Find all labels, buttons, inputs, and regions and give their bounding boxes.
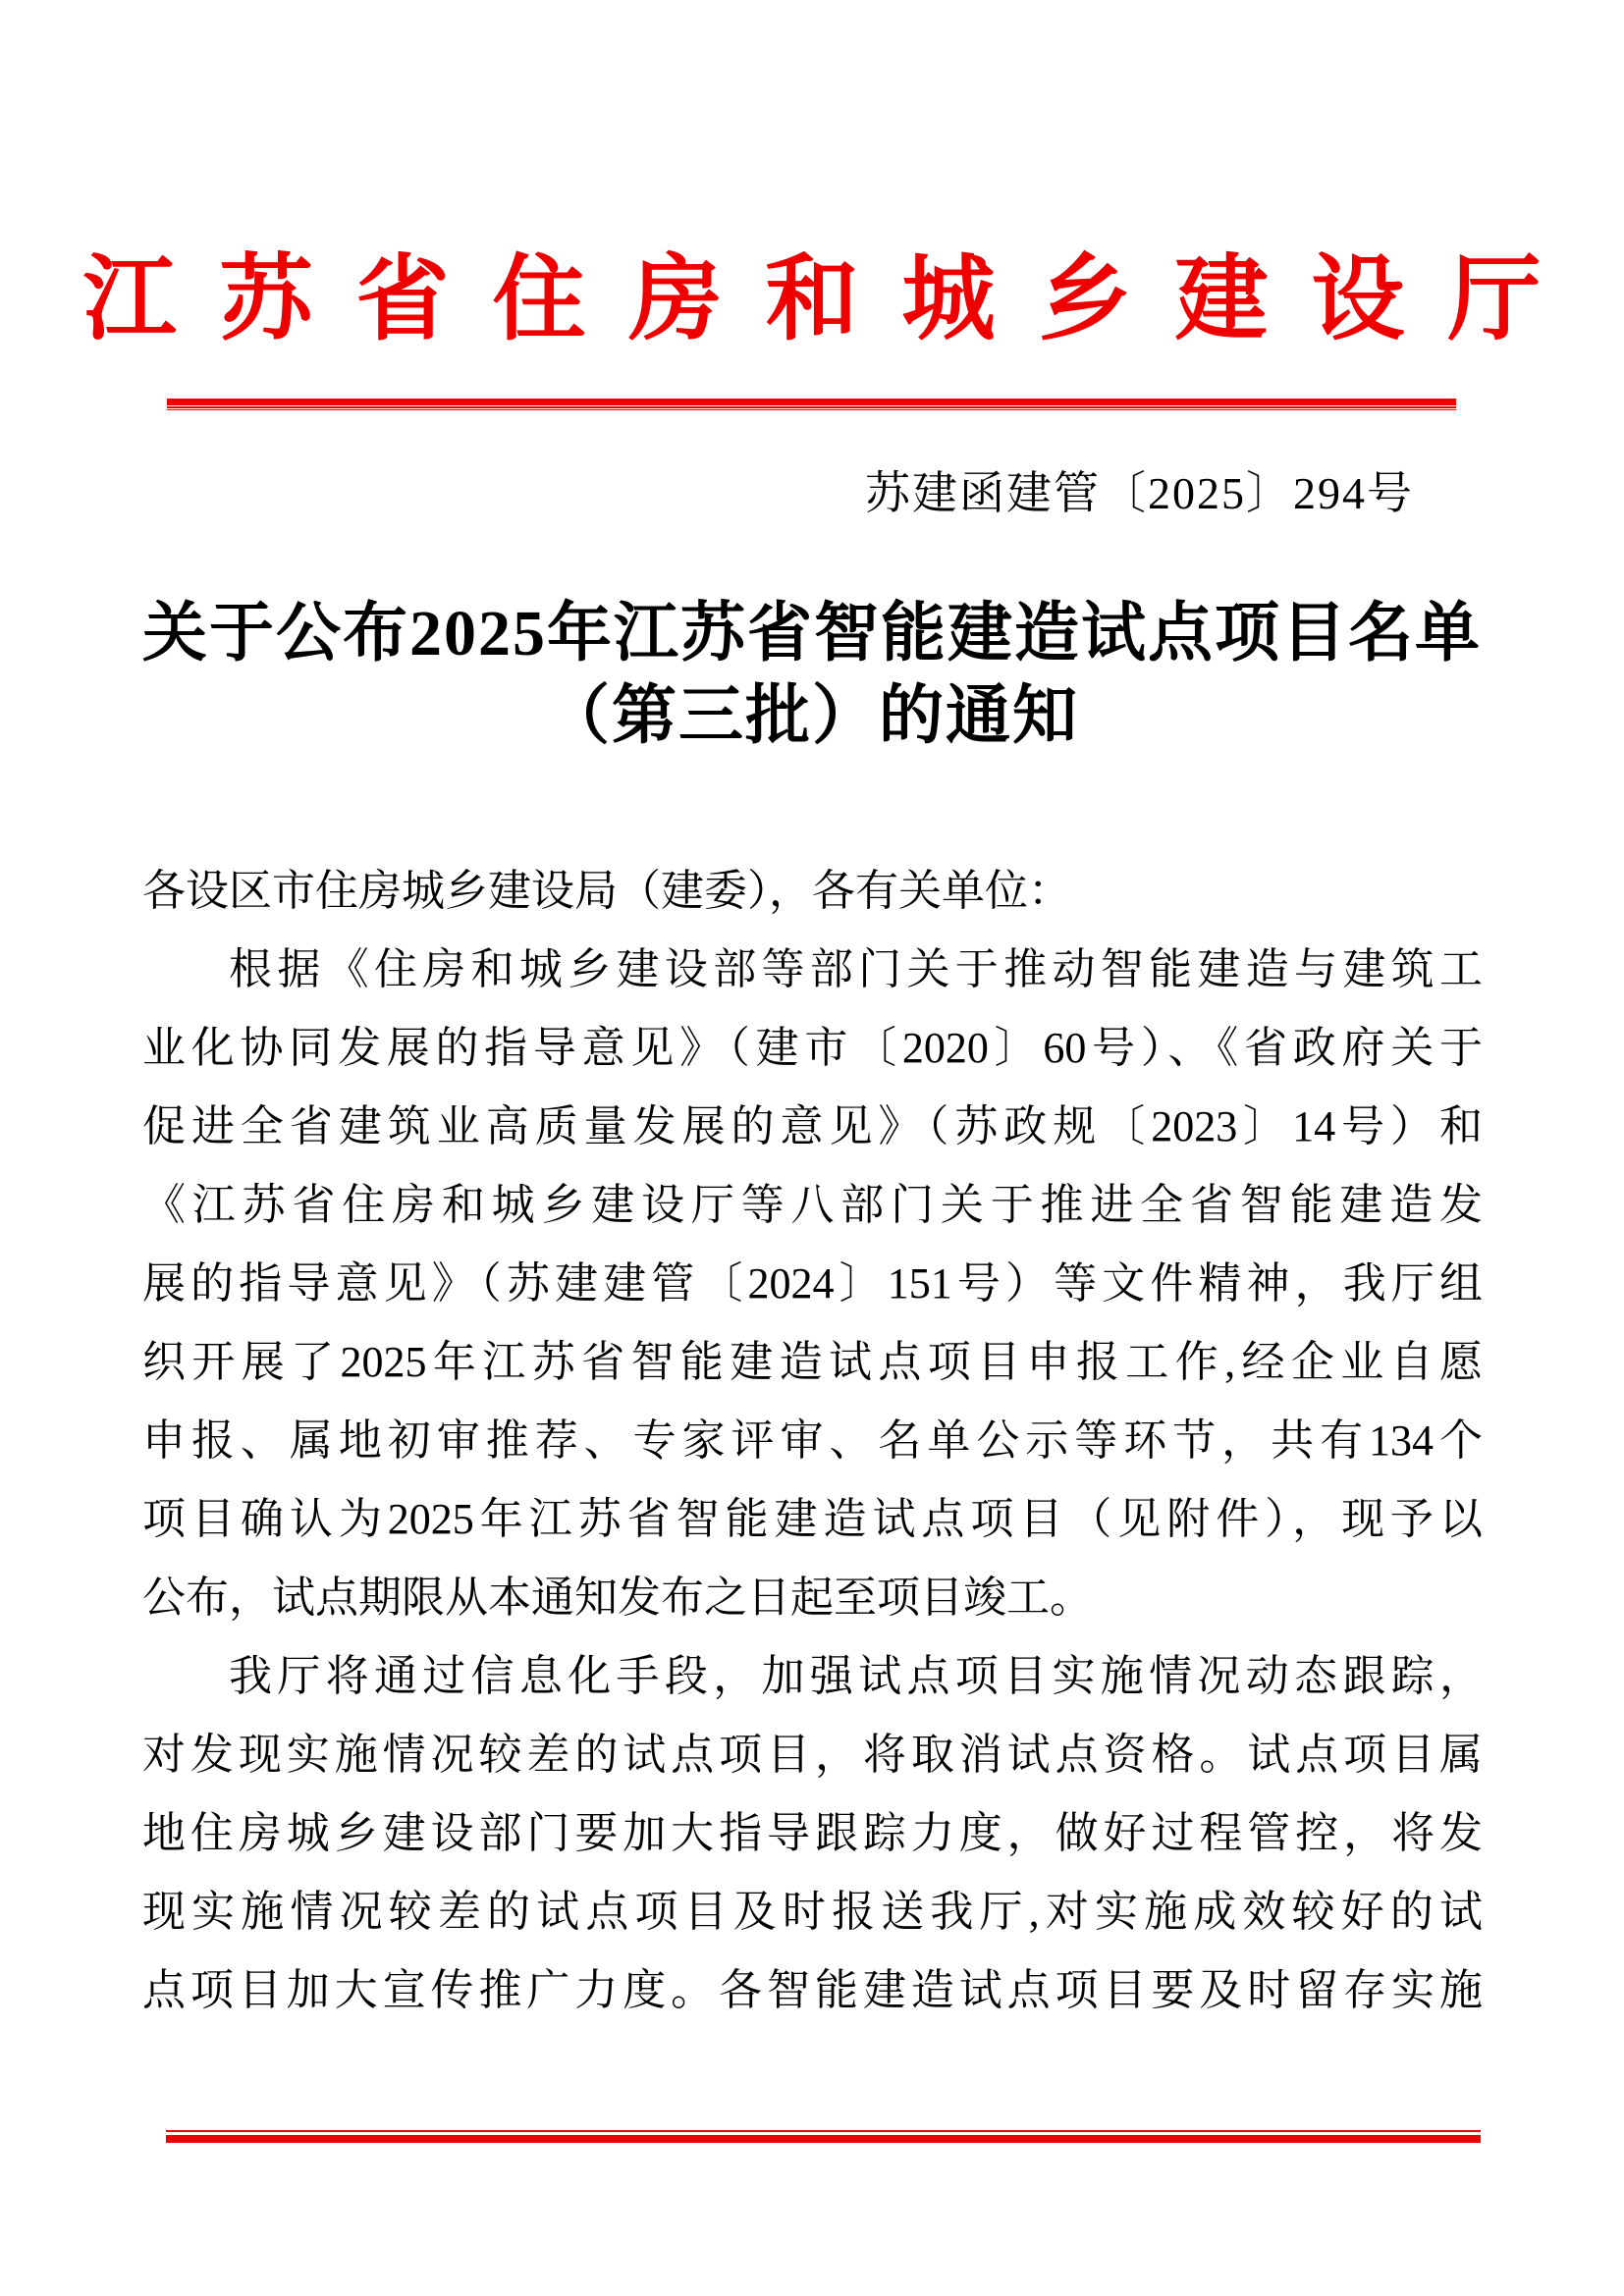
body-line: 展的指导意见》（苏建建管〔2024〕151号）等文件精神，我厅组 [142,1259,1483,1308]
body-line: 根据《住房和城乡建设部等部门关于推动智能建造与建筑工 [229,945,1483,993]
body-line: 项目确认为2025年江苏省智能建造试点项目（见附件），现予以 [142,1495,1483,1543]
body-line: 点项目加大宣传推广力度。各智能建造试点项目要及时留存实施 [142,1966,1483,2014]
letterhead-org-name: 江苏省住房和城乡建设厅 [82,247,1585,351]
document-number: 苏建函建管〔2025〕294号 [865,468,1414,518]
body-line: 申报、属地初审推荐、专家评审、名单公示等环节，共有134个 [142,1416,1483,1465]
body-line: 我厅将通过信息化手段，加强试点项目实施情况动态跟踪， [229,1652,1483,1700]
body-line: 《江苏省住房和城乡建设厅等八部门关于推进全省智能建造发 [142,1181,1483,1229]
document-body [142,852,1483,2030]
body-line-salutation: 各设区市住房城乡建设局（建委），各有关单位： [142,867,1071,915]
body-line: 公布，试点期限从本通知发布之日起至项目竣工。 [142,1574,1093,1622]
letterhead-red-rule [167,399,1456,410]
body-line: 对发现实施情况较差的试点项目，将取消试点资格。试点项目属 [142,1731,1483,1779]
body-line: 现实施情况较差的试点项目及时报送我厅,对实施成效较好的试 [142,1888,1483,1936]
body-line: 地住房城乡建设部门要加大指导跟踪力度，做好过程管控，将发 [142,1809,1483,1857]
document-title-line-1: 关于公布2025年江苏省智能建造试点项目名单 [142,598,1482,669]
body-line: 促进全省建筑业高质量发展的意见》（苏政规〔2023〕14号）和 [142,1102,1483,1150]
document-title-line-2: （第三批）的通知 [545,680,1079,752]
body-line: 织开展了2025年江苏省智能建造试点项目申报工作,经企业自愿 [142,1338,1483,1386]
document-title [0,593,1624,758]
footer-red-rule [166,2130,1481,2143]
body-line: 业化协同发展的指导意见》（建市〔2020〕60号）、《省政府关于 [142,1024,1483,1072]
